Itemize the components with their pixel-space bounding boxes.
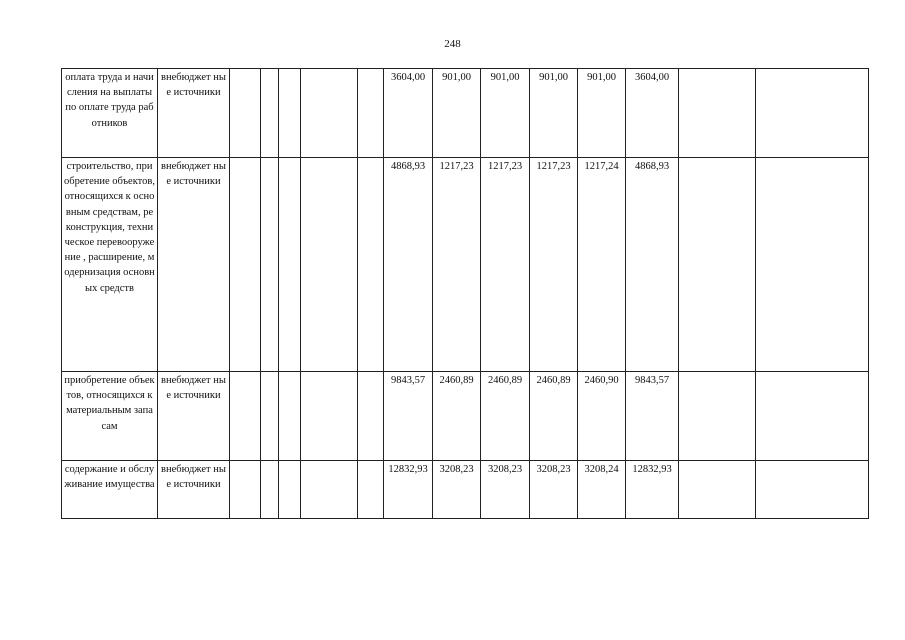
empty-cell <box>279 461 301 519</box>
year-4-cell: 1217,24 <box>578 158 626 372</box>
empty-cell <box>679 461 756 519</box>
total-cell: 3604,00 <box>384 69 433 158</box>
year-4-cell: 2460,90 <box>578 372 626 461</box>
empty-cell <box>261 372 279 461</box>
funding-source-cell: внебюджет ные источники <box>158 158 230 372</box>
expense-name-cell: строительство, приобретение объектов, относящихся к основным средствам, реконструкция, техническое перевооружение , расширение, модернизация основных средств <box>62 158 158 372</box>
year-4-cell: 901,00 <box>578 69 626 158</box>
empty-cell <box>301 69 358 158</box>
empty-cell <box>230 461 261 519</box>
year-3-cell: 1217,23 <box>530 158 578 372</box>
empty-cell <box>679 158 756 372</box>
total-2-cell: 4868,93 <box>626 158 679 372</box>
year-3-cell: 3208,23 <box>530 461 578 519</box>
empty-cell <box>261 69 279 158</box>
total-2-cell: 9843,57 <box>626 372 679 461</box>
empty-cell <box>261 158 279 372</box>
year-2-cell: 901,00 <box>481 69 530 158</box>
expense-name-cell: оплата труда и начисления на выплаты по оплате труда работников <box>62 69 158 158</box>
year-3-cell: 2460,89 <box>530 372 578 461</box>
funding-source-cell: внебюджет ные источники <box>158 461 230 519</box>
empty-cell <box>756 461 869 519</box>
funding-source-cell: внебюджет ные источники <box>158 69 230 158</box>
total-cell: 9843,57 <box>384 372 433 461</box>
empty-cell <box>358 69 384 158</box>
empty-cell <box>261 461 279 519</box>
total-2-cell: 3604,00 <box>626 69 679 158</box>
year-2-cell: 3208,23 <box>481 461 530 519</box>
table-row <box>62 372 869 461</box>
budget-table <box>61 68 869 519</box>
total-cell: 4868,93 <box>384 158 433 372</box>
empty-cell <box>279 158 301 372</box>
table-row <box>62 158 869 372</box>
empty-cell <box>279 69 301 158</box>
empty-cell <box>301 372 358 461</box>
empty-cell <box>301 461 358 519</box>
year-1-cell: 2460,89 <box>433 372 481 461</box>
page-number: 248 <box>444 38 461 50</box>
expense-name-cell: содержание и обслуживание имущества <box>62 461 158 519</box>
empty-cell <box>358 372 384 461</box>
empty-cell <box>279 372 301 461</box>
empty-cell <box>230 372 261 461</box>
year-3-cell: 901,00 <box>530 69 578 158</box>
empty-cell <box>756 372 869 461</box>
year-1-cell: 901,00 <box>433 69 481 158</box>
empty-cell <box>756 158 869 372</box>
total-2-cell: 12832,93 <box>626 461 679 519</box>
table-row <box>62 461 869 519</box>
year-2-cell: 2460,89 <box>481 372 530 461</box>
year-4-cell: 3208,24 <box>578 461 626 519</box>
empty-cell <box>358 158 384 372</box>
total-cell: 12832,93 <box>384 461 433 519</box>
empty-cell <box>756 69 869 158</box>
empty-cell <box>230 158 261 372</box>
empty-cell <box>230 69 261 158</box>
table-row <box>62 69 869 158</box>
year-1-cell: 3208,23 <box>433 461 481 519</box>
empty-cell <box>301 158 358 372</box>
year-1-cell: 1217,23 <box>433 158 481 372</box>
year-2-cell: 1217,23 <box>481 158 530 372</box>
expense-name-cell: приобретение объектов, относящихся к материальным запасам <box>62 372 158 461</box>
empty-cell <box>358 461 384 519</box>
empty-cell <box>679 372 756 461</box>
funding-source-cell: внебюджет ные источники <box>158 372 230 461</box>
empty-cell <box>679 69 756 158</box>
